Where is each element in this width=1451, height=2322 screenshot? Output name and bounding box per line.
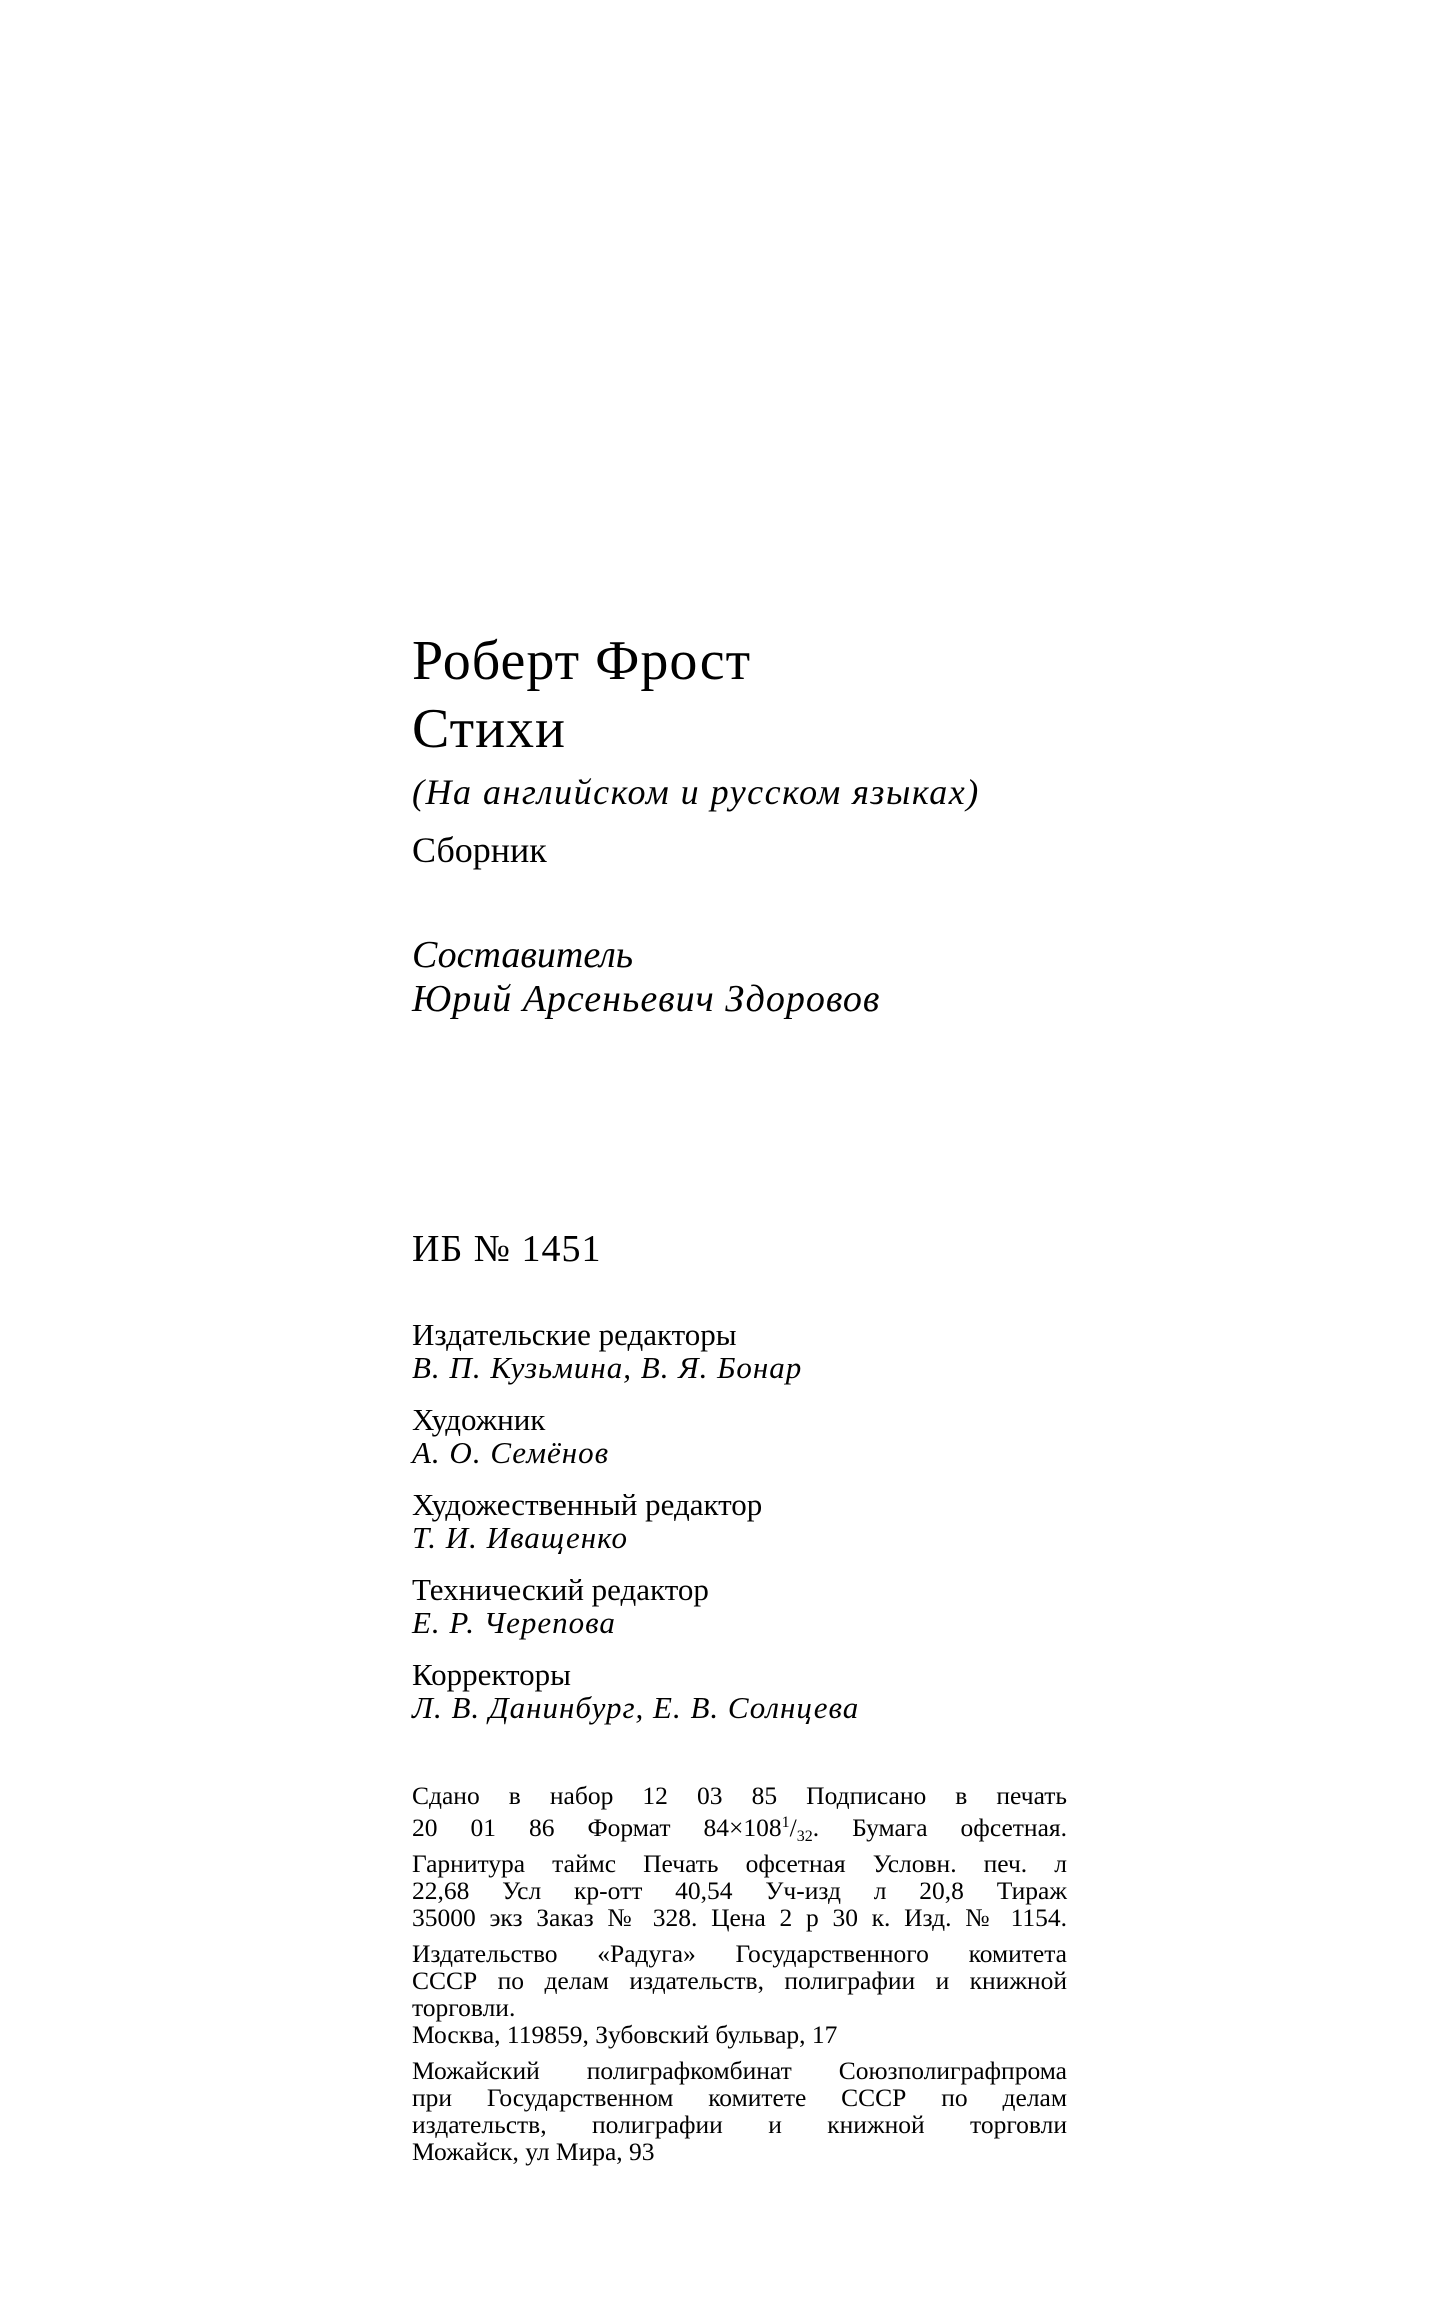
credit-names: А. О. Семёнов bbox=[412, 1435, 610, 1470]
credit-art-editor bbox=[412, 1488, 1212, 1554]
print-details-line: Гарнитура таймс Печать офсетная Условн. печ. л bbox=[412, 1849, 1067, 1878]
publisher-info bbox=[412, 1940, 1067, 2048]
printer-line: Можайский полиграфкомбинат Союзполиграфпрома bbox=[412, 2056, 1067, 2085]
credit-tech-editor bbox=[412, 1573, 1212, 1639]
format-slash: / bbox=[789, 1813, 797, 1842]
book-author: Роберт Фрост bbox=[412, 630, 752, 692]
publisher-address: Москва, 119859, Зубовский бульвар, 17 bbox=[412, 2020, 838, 2049]
publisher-line: торговли. bbox=[412, 1993, 516, 2022]
book-subtitle: (На английском и русском языках) bbox=[412, 772, 980, 812]
ib-number: ИБ № 1451 bbox=[412, 1228, 602, 1270]
format-line-start: 20 01 86 Формат 84×108 bbox=[412, 1813, 782, 1842]
credit-proofreaders bbox=[412, 1658, 1212, 1724]
credit-role: Издательские редакторы bbox=[412, 1317, 737, 1352]
compiler-label: Составитель bbox=[412, 934, 634, 976]
compiler-name: Юрий Арсеньевич Здоровов bbox=[412, 978, 881, 1020]
credit-names: В. П. Кузьмина, В. Я. Бонар bbox=[412, 1350, 803, 1385]
book-title: Стихи bbox=[412, 698, 567, 760]
printer-line: при Государственном комитете СССР по делам bbox=[412, 2083, 1067, 2112]
printer-info bbox=[412, 2057, 1067, 2165]
publisher-line: Издательство «Радуга» Государственного комитета bbox=[412, 1939, 1067, 1968]
format-denominator: 32 bbox=[796, 1828, 813, 1845]
publisher-line: СССР по делам издательств, полиграфии и книжной bbox=[412, 1966, 1067, 1995]
credit-editors bbox=[412, 1318, 1212, 1384]
format-numerator: 1 bbox=[781, 1814, 790, 1831]
print-details-line: Сдано в набор 12 03 85 Подписано в печать bbox=[412, 1781, 1067, 1810]
print-details-line: 22,68 Усл кр-отт 40,54 Уч-изд л 20,8 Тираж bbox=[412, 1876, 1067, 1905]
credit-role: Технический редактор bbox=[412, 1572, 709, 1607]
credit-role: Корректоры bbox=[412, 1657, 572, 1692]
credit-role: Художник bbox=[412, 1402, 546, 1437]
credit-names: Л. В. Данинбург, Е. В. Солнцева bbox=[412, 1690, 860, 1725]
credit-role: Художественный редактор bbox=[412, 1487, 763, 1522]
credit-names: Е. Р. Черепова bbox=[412, 1605, 616, 1640]
format-line-end: . Бумага офсетная. bbox=[812, 1813, 1067, 1842]
imprint-block bbox=[412, 1782, 1067, 2174]
print-details bbox=[412, 1782, 1067, 1931]
format-line bbox=[412, 1809, 1067, 1850]
credits-list bbox=[412, 1318, 1212, 1743]
credit-artist bbox=[412, 1403, 1212, 1469]
book-kind: Сборник bbox=[412, 830, 547, 870]
print-details-line: 35000 экз Заказ № 328. Цена 2 р 30 к. Изд. № 1154. bbox=[412, 1903, 1067, 1932]
printer-address: Можайск, ул Мира, 93 bbox=[412, 2137, 655, 2166]
credit-names: Т. И. Иващенко bbox=[412, 1520, 628, 1555]
printer-line: издательств, полиграфии и книжной торговли bbox=[412, 2110, 1067, 2139]
